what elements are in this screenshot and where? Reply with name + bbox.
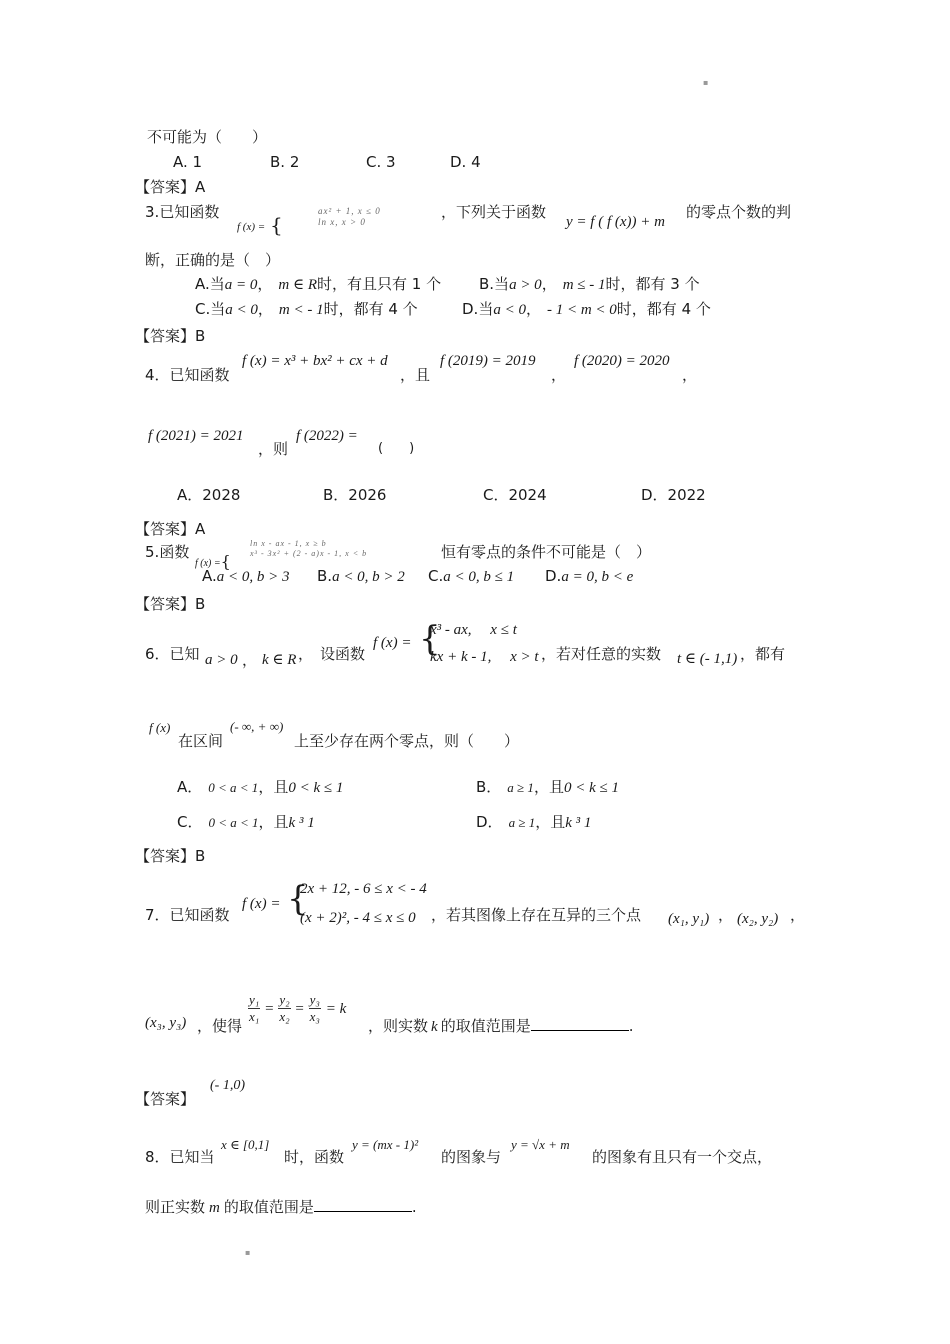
q3-stem-a: 已知函数 bbox=[159, 203, 220, 221]
option-cond2: m ∈ R bbox=[278, 277, 318, 293]
q3-option-b bbox=[479, 275, 700, 294]
option-cond1: a = 0 bbox=[224, 277, 258, 293]
option-label: A． bbox=[177, 778, 203, 796]
q2-option-b: B. 2 bbox=[270, 153, 300, 171]
option-post: 时，都有 3 个 bbox=[605, 275, 700, 293]
q2-option-c: C. 3 bbox=[366, 153, 396, 171]
option-cond1: a ≥ 1 bbox=[508, 815, 536, 830]
q6-fx2: f (x) bbox=[149, 720, 171, 735]
question-number: 6． bbox=[145, 645, 170, 663]
q6-cond1: a > 0 bbox=[205, 652, 238, 668]
q3-option-a bbox=[195, 275, 441, 294]
q7-stem-a: 已知函数 bbox=[169, 906, 230, 924]
option-cond2: m ≤ - 1 bbox=[562, 277, 606, 293]
q6-fx-piece2: kx + k - 1, x > t bbox=[430, 649, 539, 665]
answer-label: 【答案】 bbox=[135, 327, 196, 345]
q6-stem-c: ，若对任意的实数 bbox=[541, 645, 662, 663]
q3-stem-b: ，下列关于函数 bbox=[441, 203, 547, 221]
q4-sep2: ， bbox=[682, 366, 698, 384]
q6-fx-lhs: f (x) = bbox=[373, 635, 412, 651]
footer-mark: ▪ bbox=[245, 1248, 251, 1257]
q5-option-a bbox=[202, 567, 290, 586]
q7-brace: { bbox=[287, 879, 309, 919]
answer-label: 【答案】 bbox=[135, 1090, 196, 1108]
period: . bbox=[628, 1017, 634, 1035]
option-post: 时，有且只有 1 个 bbox=[317, 275, 442, 293]
q8-stem-b: 时，函数 bbox=[284, 1148, 345, 1166]
q4-answer bbox=[135, 520, 205, 538]
option-post: 时，都有 4 个 bbox=[323, 300, 418, 318]
option-label: C.当 bbox=[195, 300, 226, 318]
q8-stem-line2 bbox=[145, 1198, 417, 1217]
q7-fx-lhs: f (x) = bbox=[242, 896, 281, 912]
q6-option-b bbox=[476, 778, 619, 797]
option-sep: ， bbox=[525, 300, 541, 318]
q4-option-c: C．2024 bbox=[483, 486, 547, 504]
option-label: D. bbox=[545, 567, 562, 585]
option-post: 时，都有 4 个 bbox=[616, 300, 711, 318]
q7-stem-c: ，使得 bbox=[197, 1017, 243, 1035]
denominator: x₃ bbox=[309, 1009, 320, 1024]
option-sep: ， bbox=[541, 275, 557, 293]
q7-stem-e: 的取值范围是 bbox=[440, 1017, 531, 1035]
q7-sep1: ， bbox=[718, 906, 734, 924]
q7-stem-line1 bbox=[145, 906, 230, 924]
answer-value: B bbox=[195, 847, 206, 865]
q3-y-expr: y = f ( f (x)) + m bbox=[566, 214, 665, 230]
q6-cond2: k ∈ R bbox=[262, 652, 297, 668]
answer-value: A bbox=[195, 520, 206, 538]
option-label: D.当 bbox=[462, 300, 494, 318]
option-cond2: 0 < k ≤ 1 bbox=[563, 780, 619, 796]
q4-stem-line1 bbox=[145, 366, 230, 384]
q4-option-d: D．2022 bbox=[641, 486, 706, 504]
q8-cond1: x ∈ [0,1] bbox=[221, 1137, 270, 1152]
option-expr: a < 0, b ≤ 1 bbox=[443, 569, 515, 585]
answer-label: 【答案】 bbox=[135, 520, 196, 538]
q3-fx-piece2: ln x, x > 0 bbox=[318, 217, 366, 227]
q3-stem-d: 断，正确的是（ ） bbox=[145, 251, 281, 269]
option-label: D． bbox=[476, 813, 503, 831]
option-cond2: k ³ 1 bbox=[565, 815, 592, 831]
q6-option-d bbox=[476, 813, 591, 832]
option-joiner: ，且 bbox=[258, 778, 289, 796]
option-cond1: a > 0 bbox=[509, 277, 542, 293]
q8-func2: y = √x + m bbox=[511, 1137, 570, 1152]
q6-interval: (- ∞, + ∞) bbox=[230, 719, 284, 734]
answer-label: 【答案】 bbox=[135, 178, 196, 196]
q3-function-def: f (x) = { bbox=[237, 213, 283, 237]
option-expr: a = 0, b < e bbox=[561, 569, 634, 585]
option-expr: a < 0, b > 2 bbox=[332, 569, 405, 585]
answer-value: A bbox=[195, 178, 206, 196]
q6-stem-line1 bbox=[145, 645, 200, 663]
q3-option-c bbox=[195, 300, 418, 319]
q2-option-a: A. 1 bbox=[173, 153, 203, 171]
option-sep: ， bbox=[257, 275, 273, 293]
question-number: 7． bbox=[145, 906, 170, 924]
q7-answer bbox=[135, 1090, 195, 1108]
q3-option-d bbox=[462, 300, 711, 319]
q6-sep2: ， bbox=[298, 645, 314, 663]
q6-stem-b: 设函数 bbox=[320, 645, 366, 663]
q7-stem-b: ，若其图像上存在互异的三个点 bbox=[431, 906, 642, 924]
option-joiner: ，且 bbox=[533, 778, 564, 796]
question-number: 3. bbox=[145, 203, 160, 221]
answer-value: B bbox=[195, 595, 206, 613]
answer-label: 【答案】 bbox=[135, 847, 196, 865]
q8-stem-e: 则正实数 bbox=[145, 1198, 206, 1216]
q5-stem bbox=[145, 543, 189, 561]
option-label: B． bbox=[476, 778, 502, 796]
option-label: B.当 bbox=[479, 275, 510, 293]
q5-stem-b: 恒有零点的条件不可能是（ ） bbox=[441, 543, 652, 561]
q8-func1: y = (mx - 1)² bbox=[352, 1137, 419, 1152]
question-number: 5. bbox=[145, 543, 160, 561]
q5-option-d bbox=[545, 567, 633, 586]
q8-stem-line1 bbox=[145, 1148, 215, 1166]
q4-stem-a: 已知函数 bbox=[169, 366, 230, 384]
option-joiner: ，且 bbox=[258, 813, 289, 831]
numerator: y₂ bbox=[279, 992, 290, 1007]
answer-value: B bbox=[195, 327, 206, 345]
numerator: y₁ bbox=[249, 992, 260, 1007]
question-number: 4． bbox=[145, 366, 170, 384]
equals-k: = k bbox=[325, 1001, 347, 1017]
q2-tail: 不可能为（ ） bbox=[147, 128, 268, 146]
q6-answer bbox=[135, 847, 205, 865]
option-cond2: 0 < k ≤ 1 bbox=[288, 780, 344, 796]
q3-stem-line1 bbox=[145, 203, 219, 221]
q6-stem-e: 在区间 bbox=[178, 732, 224, 750]
question-number: 8． bbox=[145, 1148, 170, 1166]
q5-option-c bbox=[428, 567, 514, 586]
option-cond1: a < 0 bbox=[493, 302, 526, 318]
q7-fx-piece1: 2x + 12, - 6 ≤ x < - 4 bbox=[300, 881, 427, 897]
option-label: C． bbox=[177, 813, 203, 831]
option-cond1: 0 < a < 1 bbox=[208, 780, 259, 795]
header-mark: ▪ bbox=[703, 78, 709, 87]
q4-cond3: f (2021) = 2021 bbox=[148, 428, 244, 444]
q5-answer bbox=[135, 595, 205, 613]
option-expr: a < 0, b > 3 bbox=[216, 569, 290, 585]
q6-sep1: ， bbox=[242, 651, 258, 669]
q6-stem-f: 上至少存在两个零点，则（ ） bbox=[294, 732, 520, 750]
option-joiner: ，且 bbox=[535, 813, 566, 831]
q4-cond4: f (2022) = bbox=[296, 428, 358, 444]
q5-fx-piece1: ln x - ax - 1, x ≥ b bbox=[250, 539, 327, 548]
denominator: x₁ bbox=[249, 1009, 260, 1024]
q4-stem-b: ，且 bbox=[400, 366, 431, 384]
q8-stem-d: 的图象有且只有一个交点， bbox=[592, 1148, 773, 1166]
q7-sep2: ， bbox=[790, 906, 806, 924]
option-cond1: a < 0 bbox=[225, 302, 258, 318]
period: . bbox=[411, 1198, 417, 1216]
q3-fx-piece1: ax² + 1, x ≤ 0 bbox=[318, 206, 381, 216]
k-variable: k bbox=[431, 1019, 438, 1035]
q3-answer bbox=[135, 327, 205, 345]
q8-stem-a: 已知当 bbox=[169, 1148, 215, 1166]
numerator: y₃ bbox=[309, 992, 320, 1007]
q2-option-d: D. 4 bbox=[450, 153, 481, 171]
q7-point3: (x₃, y₃) bbox=[145, 1015, 187, 1031]
q4-sep1: ， bbox=[551, 366, 567, 384]
fraction-1 bbox=[248, 992, 260, 1025]
q6-option-a bbox=[177, 778, 343, 797]
answer-blank[interactable] bbox=[531, 1030, 629, 1031]
q8-stem-c: 的图象与 bbox=[441, 1148, 502, 1166]
q4-paren: ( ) bbox=[378, 441, 415, 456]
q5-function-def: f (x) ={ bbox=[195, 552, 231, 571]
q4-fx: f (x) = x³ + bx² + cx + d bbox=[242, 353, 388, 369]
q4-option-b: B．2026 bbox=[323, 486, 387, 504]
q7-answer-value: (- 1,0) bbox=[210, 1078, 245, 1093]
option-label: B. bbox=[317, 567, 333, 585]
option-cond2: m < - 1 bbox=[278, 302, 324, 318]
option-label: A. bbox=[202, 567, 217, 585]
q6-option-c bbox=[177, 813, 315, 832]
q4-cond2: f (2020) = 2020 bbox=[574, 353, 670, 369]
q6-brace: { bbox=[419, 619, 441, 659]
q2-answer bbox=[135, 178, 205, 196]
q4-cond1: f (2019) = 2019 bbox=[440, 353, 536, 369]
q3-stem-c: 的零点个数的判 bbox=[686, 203, 792, 221]
q7-point2: (x₂, y₂) bbox=[737, 911, 779, 927]
option-cond1: a ≥ 1 bbox=[507, 780, 534, 795]
fraction-3 bbox=[309, 992, 321, 1025]
answer-blank[interactable] bbox=[314, 1211, 412, 1212]
q7-fraction-chain: $\frac{\text{y₁}}{\text{x₁}}$ = $\frac{\text{y₂}}{\text{x₂}}$ = $\frac{\text{y₃}}{\text{x₃}}$ = k bbox=[249, 992, 347, 1024]
q5-stem-a: 函数 bbox=[159, 543, 190, 561]
option-cond2: - 1 < m < 0 bbox=[546, 302, 617, 318]
denominator: x₂ bbox=[279, 1009, 290, 1024]
q8-stem-f: 的取值范围是 bbox=[223, 1198, 314, 1216]
q7-stem-d: ，则实数 bbox=[368, 1017, 429, 1035]
option-label: A.当 bbox=[195, 275, 225, 293]
q5-option-b bbox=[317, 567, 405, 586]
q6-cond3: t ∈ (- 1,1) bbox=[677, 651, 738, 667]
q5-fx-piece2: x³ - 3x² + (2 - a)x - 1, x < b bbox=[250, 549, 368, 558]
q6-fx-piece1: x³ - ax, x ≤ t bbox=[430, 622, 517, 638]
q6-stem-d: ，都有 bbox=[740, 645, 786, 663]
q7-fx-piece2: (x + 2)², - 4 ≤ x ≤ 0 bbox=[300, 910, 416, 926]
fraction-2 bbox=[278, 992, 290, 1025]
q4-stem-c: ，则 bbox=[258, 440, 289, 458]
option-cond2: k ³ 1 bbox=[288, 815, 315, 831]
option-sep: ， bbox=[257, 300, 273, 318]
m-variable: m bbox=[209, 1200, 220, 1216]
q7-point1: (x₁, y₁) bbox=[668, 911, 710, 927]
q7-stem-d-line bbox=[368, 1017, 633, 1036]
option-cond1: 0 < a < 1 bbox=[208, 815, 259, 830]
q4-option-a: A．2028 bbox=[177, 486, 241, 504]
answer-label: 【答案】 bbox=[135, 595, 196, 613]
q6-stem-a: 已知 bbox=[169, 645, 200, 663]
option-label: C. bbox=[428, 567, 444, 585]
